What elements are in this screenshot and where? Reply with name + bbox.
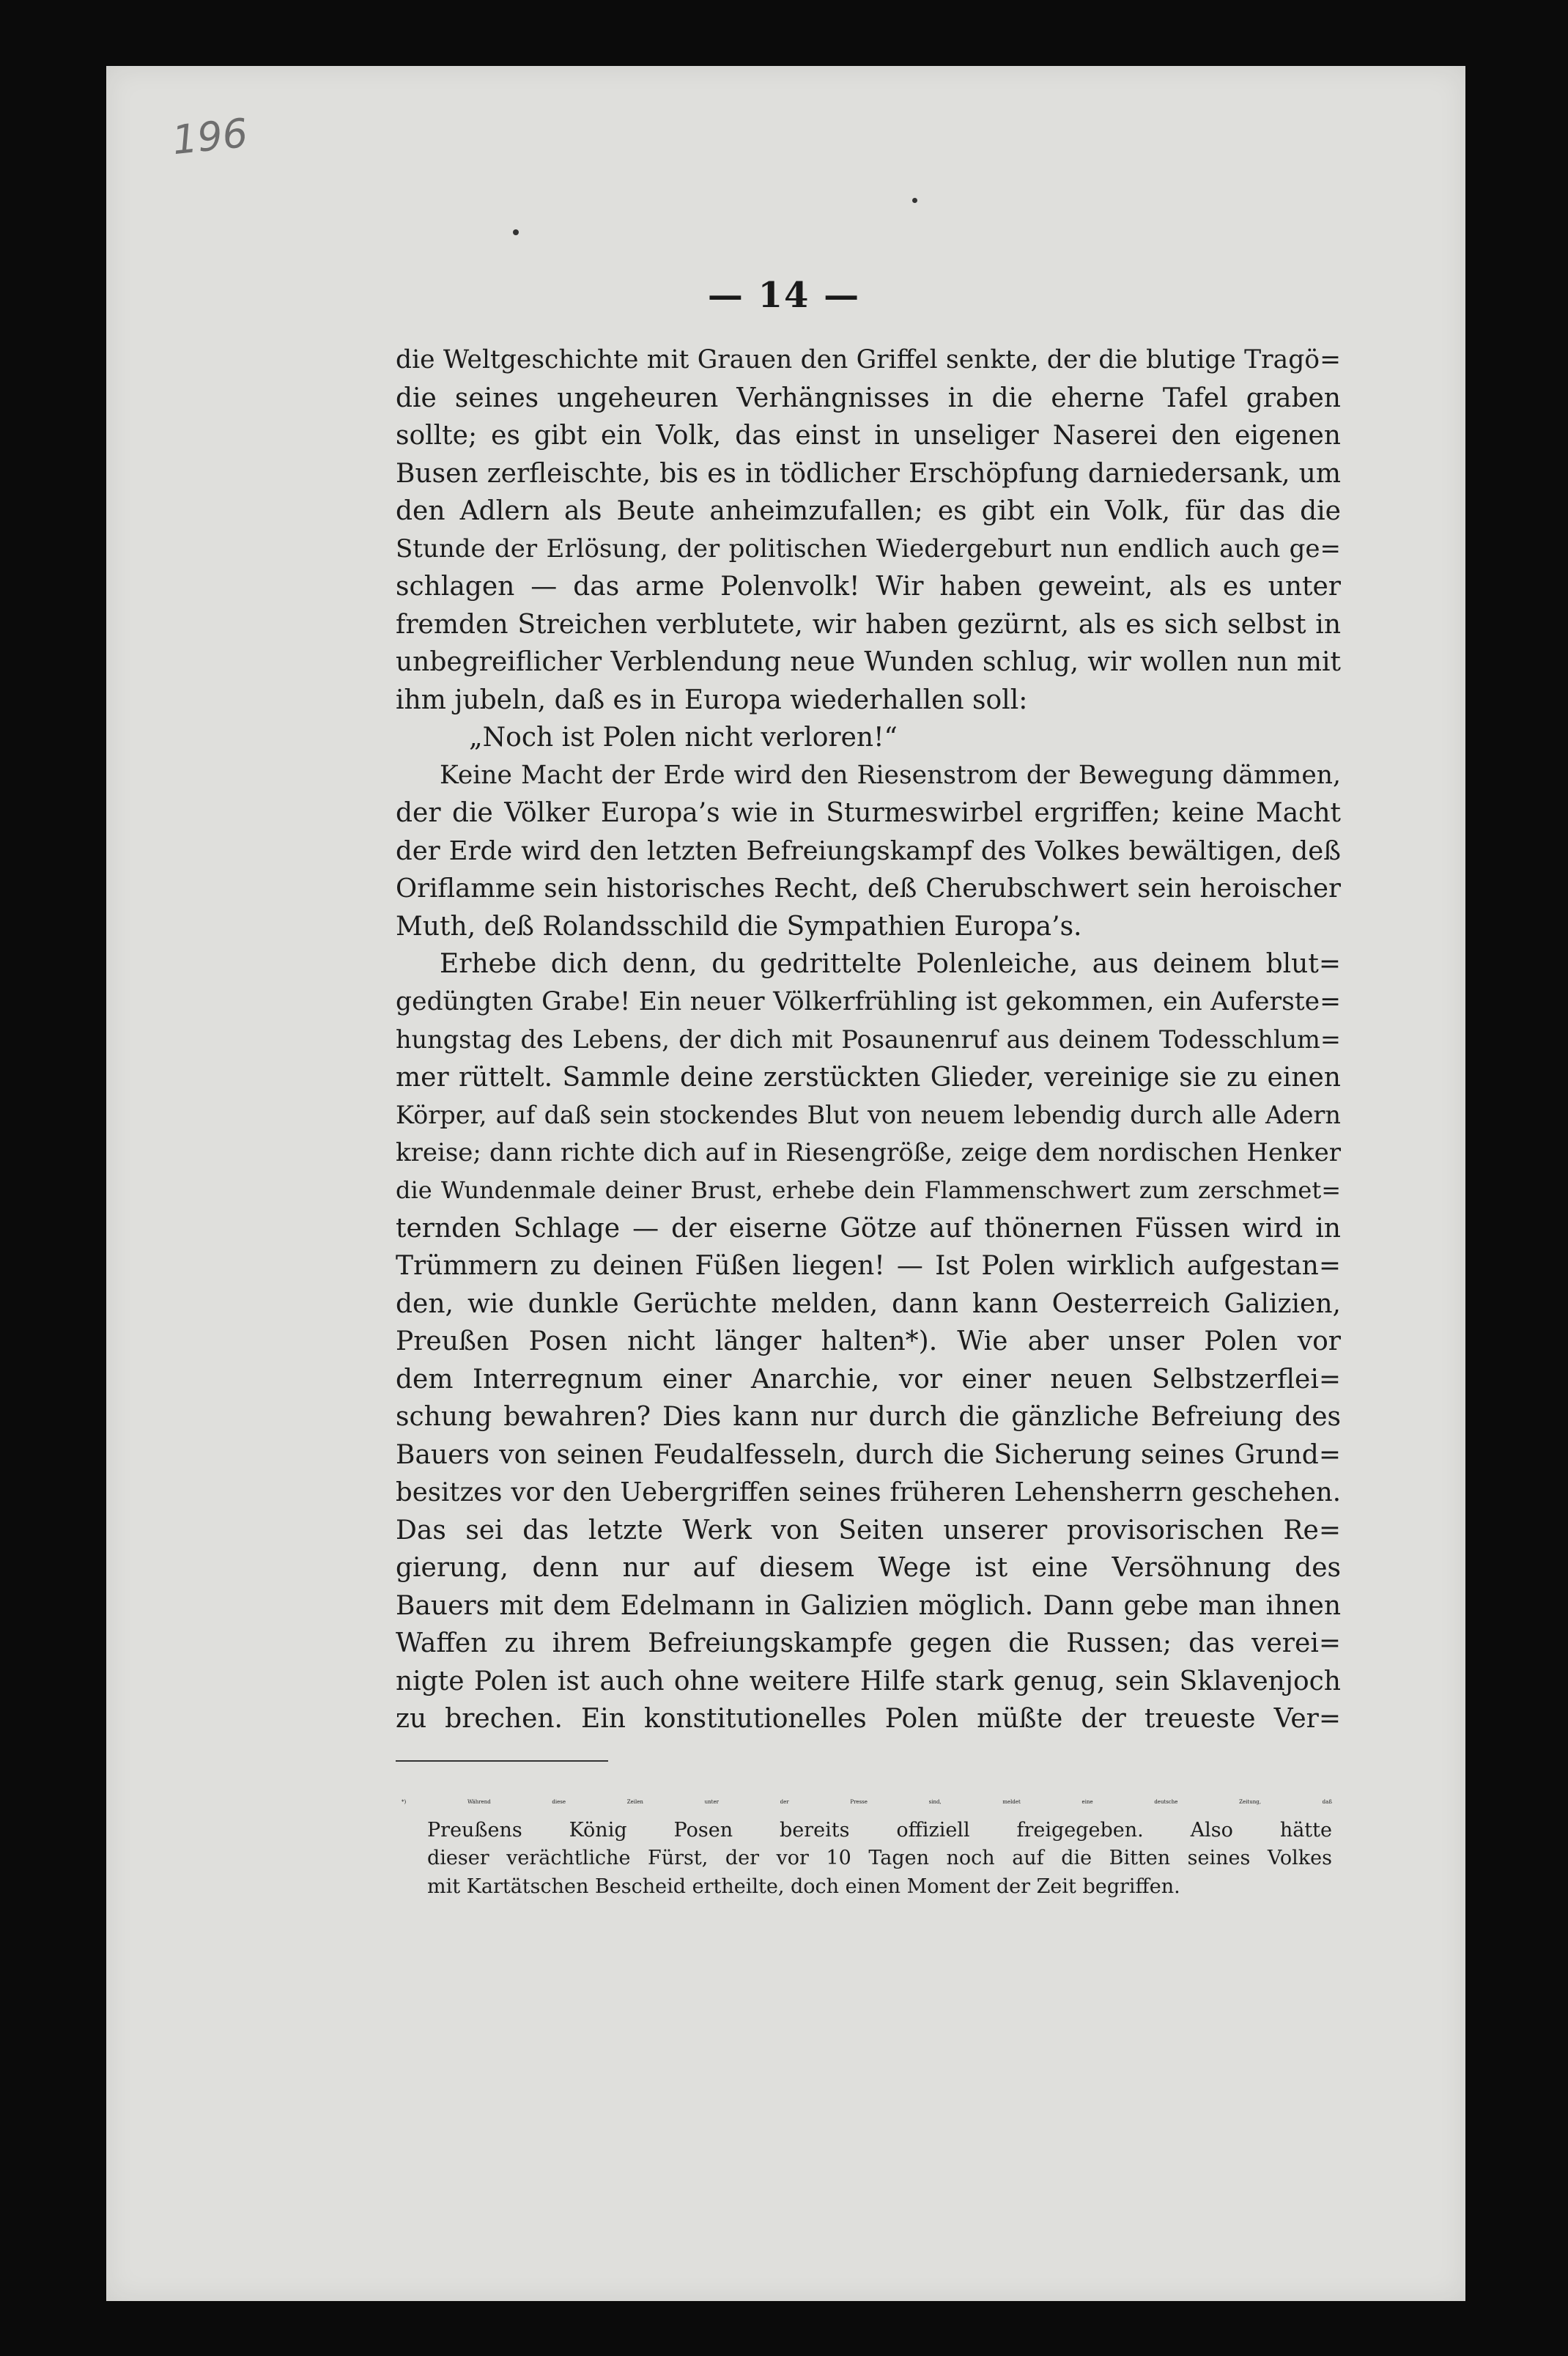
text-line: ternden Schlage — der eiserne Götze auf thönernen Füssen wird in bbox=[396, 1213, 1341, 1244]
text-line: unbegreiflicher Verblendung neue Wunden schlug, wir wollen nun mit bbox=[396, 647, 1341, 677]
text-line: Trümmern zu deinen Füßen liegen! — Ist Polen wirklich aufgestan= bbox=[396, 1251, 1341, 1281]
text-line: gierung, denn nur auf diesem Wege ist eine Versöhnung des bbox=[396, 1553, 1341, 1583]
text-line: nigte Polen ist auch ohne weitere Hilfe stark genug, sein Sklavenjoch bbox=[396, 1666, 1341, 1696]
text-line: Oriflamme sein historisches Recht, deß Cherubschwert sein heroischer bbox=[396, 874, 1341, 904]
text-line: Das sei das letzte Werk von Seiten unserer provisorischen Re= bbox=[396, 1515, 1341, 1546]
text-line: schlagen — das arme Polenvolk! Wir haben geweint, als es unter bbox=[396, 572, 1341, 602]
text-line: den Adlern als Beute anheimzufallen; es gibt ein Volk, für das die bbox=[396, 496, 1341, 526]
text-line: die Weltgeschichte mit Grauen den Griffel senkte, der die blutige Tragö= bbox=[396, 345, 1341, 374]
text-line: sollte; es gibt ein Volk, das einst in unseliger Naserei den eigenen bbox=[396, 421, 1341, 451]
text-line: Keine Macht der Erde wird den Riesenstrom der Bewegung dämmen, bbox=[440, 760, 1341, 790]
text-line: Preußen Posen nicht länger halten*). Wie aber unser Polen vor bbox=[396, 1326, 1341, 1356]
text-line: der die Völker Europa’s wie in Sturmeswirbel ergriffen; keine Macht bbox=[396, 798, 1341, 828]
page-number: — 14 — bbox=[707, 275, 861, 316]
text-line: Bauers mit dem Edelmann in Galizien möglich. Dann gebe man ihnen bbox=[396, 1590, 1341, 1621]
text-line: Stunde der Erlösung, der politischen Wiedergeburt nun endlich auch ge= bbox=[396, 533, 1341, 564]
body-text bbox=[396, 341, 1341, 1738]
ink-dot bbox=[912, 198, 917, 203]
text-line: dem Interregnum einer Anarchie, vor einer neuen Selbstzerflei= bbox=[396, 1364, 1341, 1395]
text-line: Busen zerfleischte, bis es in tödlicher Erschöpfung darniedersank, um bbox=[396, 458, 1341, 489]
text-line: der Erde wird den letzten Befreiungskampf des Volkes bewältigen, deß bbox=[396, 835, 1341, 866]
text-line: mer rüttelt. Sammle deine zerstückten Glieder, vereinige sie zu einen bbox=[396, 1062, 1341, 1093]
footnote-line: dieser verächtliche Fürst, der vor 10 Tagen noch auf die Bitten seines Volkes bbox=[427, 1847, 1332, 1869]
text-line: den, wie dunkle Gerüchte melden, dann kann Oesterreich Galizien, bbox=[396, 1288, 1341, 1319]
text-line: besitzes vor den Uebergriffen seines früheren Lehensherrn geschehen. bbox=[396, 1477, 1341, 1507]
text-line: Erhebe dich denn, du gedrittelte Polenleiche, aus deinem blut= bbox=[440, 949, 1341, 979]
pencil-annotation: 196 bbox=[169, 109, 251, 164]
text-line: Körper, auf daß sein stockendes Blut von neuem lebendig durch alle Adern bbox=[396, 1101, 1341, 1129]
text-line: Waffen zu ihrem Befreiungskampfe gegen die Russen; das verei= bbox=[396, 1628, 1341, 1658]
text-line: schung bewahren? Dies kann nur durch die gänzliche Befreiung des bbox=[396, 1402, 1341, 1432]
text-line: kreise; dann richte dich auf in Riesengröße, zeige dem nordischen Henker bbox=[396, 1137, 1341, 1167]
text-line: Muth, deß Rolandsschild die Sympathien Europa’s. bbox=[396, 911, 1082, 942]
footnote bbox=[402, 1788, 1332, 1901]
footnote-line: *) Während diese Zeilen unter der Presse sind, meldet eine deutsche Zeitung, daß bbox=[402, 1799, 1332, 1805]
text-line: hungstag des Lebens, der dich mit Posaunenruf aus deinem Todesschlum= bbox=[396, 1025, 1341, 1054]
text-line: gedüngten Grabe! Ein neuer Völkerfrühling ist gekommen, ein Auferste= bbox=[396, 986, 1341, 1016]
text-line: zu brechen. Ein konstitutionelles Polen müßte der treueste Ver= bbox=[396, 1704, 1341, 1734]
text-line: fremden Streichen verblutete, wir haben gezürnt, als es sich selbst in bbox=[396, 609, 1341, 640]
ink-dot bbox=[513, 229, 519, 235]
text-line: die seines ungeheuren Verhängnisses in die eherne Tafel graben bbox=[396, 383, 1341, 413]
text-line: ihm jubeln, daß es in Europa wiederhallen soll: bbox=[396, 684, 1028, 715]
text-line: Bauers von seinen Feudalfesseln, durch die Sicherung seines Grund= bbox=[396, 1439, 1341, 1470]
footnote-line: Preußens König Posen bereits offiziell freigegeben. Also hätte bbox=[427, 1818, 1332, 1842]
footnote-line: mit Kartätschen Bescheid ertheilte, doch einen Moment der Zeit begriffen. bbox=[427, 1875, 1180, 1898]
text-line: „Noch ist Polen nicht verloren!“ bbox=[469, 723, 898, 753]
text-line: die Wundenmale deiner Brust, erhebe dein Flammenschwert zum zerschmet= bbox=[396, 1176, 1341, 1204]
footnote-rule bbox=[396, 1760, 608, 1762]
